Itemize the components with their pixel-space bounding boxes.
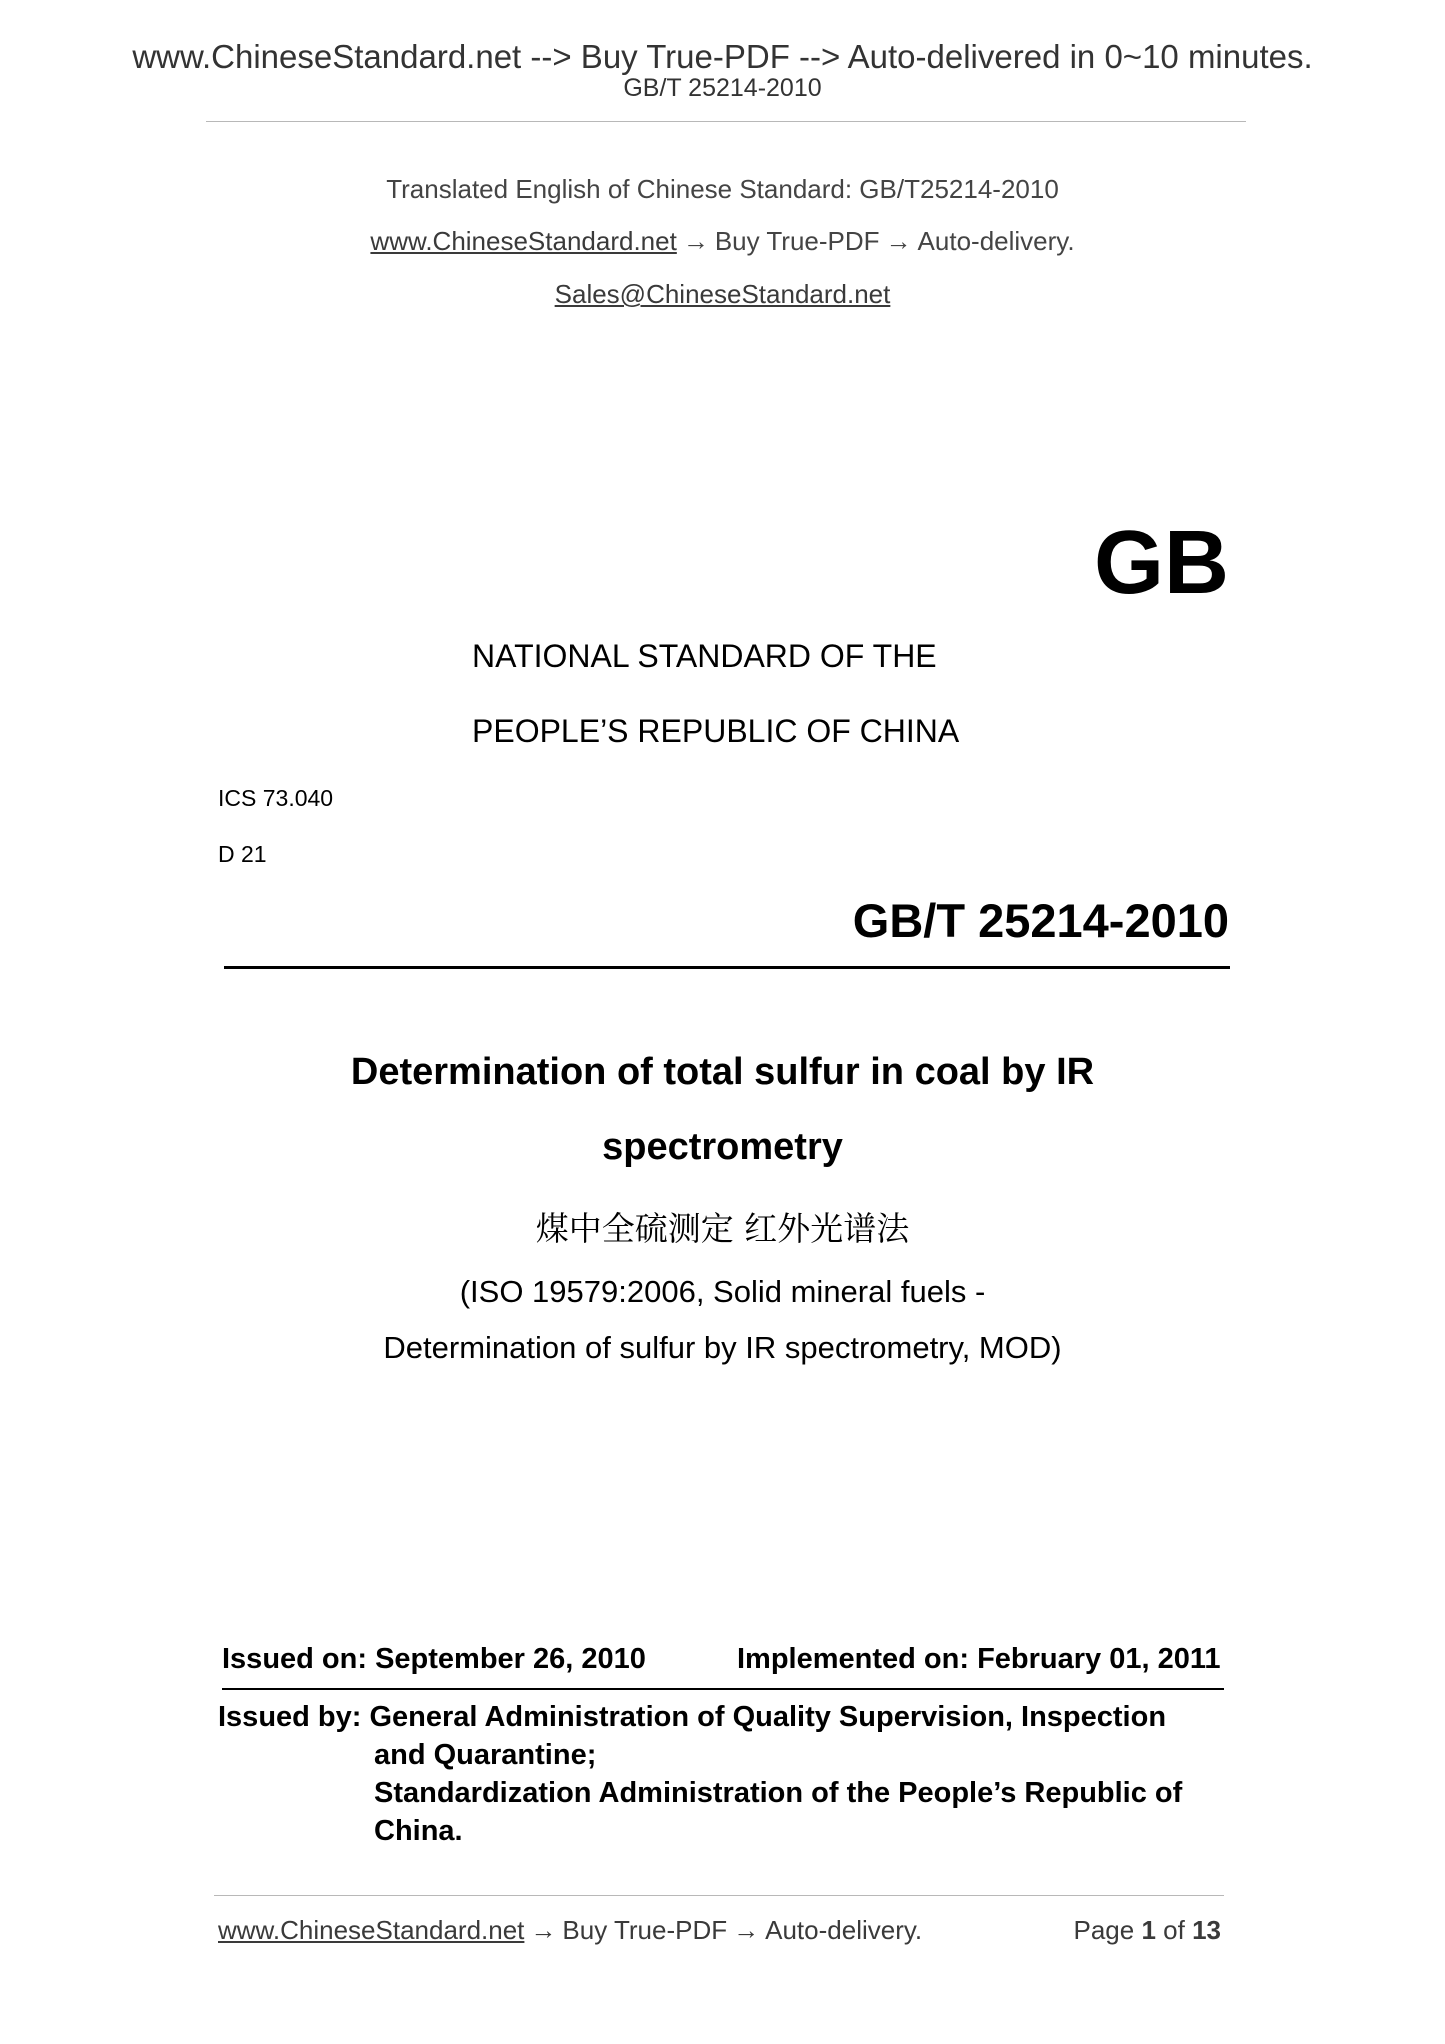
ccs-code: D 21 xyxy=(218,841,267,867)
footer-purchase-line xyxy=(218,1915,922,1946)
arrow-right-icon: → xyxy=(885,226,912,256)
arrow-right-icon: → xyxy=(530,1915,557,1945)
issued-by-line2: and Quarantine; xyxy=(374,1739,597,1771)
issued-by-line3: Standardization Administration of the People’s Republic of xyxy=(374,1777,1183,1809)
header-divider xyxy=(206,121,1246,122)
page-label: Page xyxy=(1073,1915,1135,1945)
page-total: 13 xyxy=(1192,1915,1221,1945)
iso-reference-line1: (ISO 19579:2006, Solid mineral fuels - xyxy=(459,1274,986,1309)
national-standard-line1: NATIONAL STANDARD OF THE xyxy=(472,638,937,674)
issued-by-line1: Issued by: General Administration of Quality Supervision, Inspection xyxy=(218,1701,1167,1733)
title-line2: spectrometry xyxy=(602,1126,843,1168)
footer-divider xyxy=(214,1895,1224,1896)
arrow-right-icon: → xyxy=(682,226,709,256)
chinese-title: 煤中全硫测定 红外光谱法 xyxy=(535,1209,910,1248)
footer-auto-delivery-text: Auto-delivery. xyxy=(765,1915,923,1945)
title-line1: Determination of total sulfur in coal by IR xyxy=(350,1051,1095,1093)
footer-buy-text: Buy True-PDF xyxy=(562,1915,728,1945)
ics-code: ICS 73.040 xyxy=(218,785,334,811)
arrow-right-icon: → xyxy=(733,1915,760,1945)
title-divider xyxy=(224,966,1230,969)
auto-delivery-text: Auto-delivery. xyxy=(917,226,1075,256)
top-banner: www.ChineseStandard.net --> Buy True-PDF --> Auto-delivered in 0~10 minutes. xyxy=(132,38,1313,75)
issued-by-line4: China. xyxy=(374,1815,463,1847)
sales-email-link[interactable]: Sales@ChineseStandard.net xyxy=(554,279,891,309)
footer-site-link[interactable]: www.ChineseStandard.net xyxy=(218,1915,525,1945)
page-current: 1 xyxy=(1141,1915,1156,1945)
gb-mark: GB xyxy=(1094,513,1229,613)
issued-divider xyxy=(222,1688,1224,1690)
implemented-on-date: Implemented on: February 01, 2011 xyxy=(737,1643,1221,1675)
standard-number: GB/T 25214-2010 xyxy=(852,894,1229,947)
national-standard-line2: PEOPLE’S REPUBLIC OF CHINA xyxy=(472,713,960,749)
page-indicator xyxy=(1073,1915,1221,1946)
iso-reference-line2: Determination of sulfur by IR spectrometry, MOD) xyxy=(383,1330,1062,1365)
site-link[interactable]: www.ChineseStandard.net xyxy=(370,226,677,256)
translated-notice: Translated English of Chinese Standard: GB/T25214-2010 xyxy=(386,174,1059,204)
buy-text: Buy True-PDF xyxy=(714,226,880,256)
issued-on-date: Issued on: September 26, 2010 xyxy=(222,1643,646,1675)
of-label: of xyxy=(1163,1915,1185,1945)
header-standard-code: GB/T 25214-2010 xyxy=(623,74,822,102)
intro-purchase-line xyxy=(0,226,1445,257)
email-line xyxy=(0,279,1445,310)
